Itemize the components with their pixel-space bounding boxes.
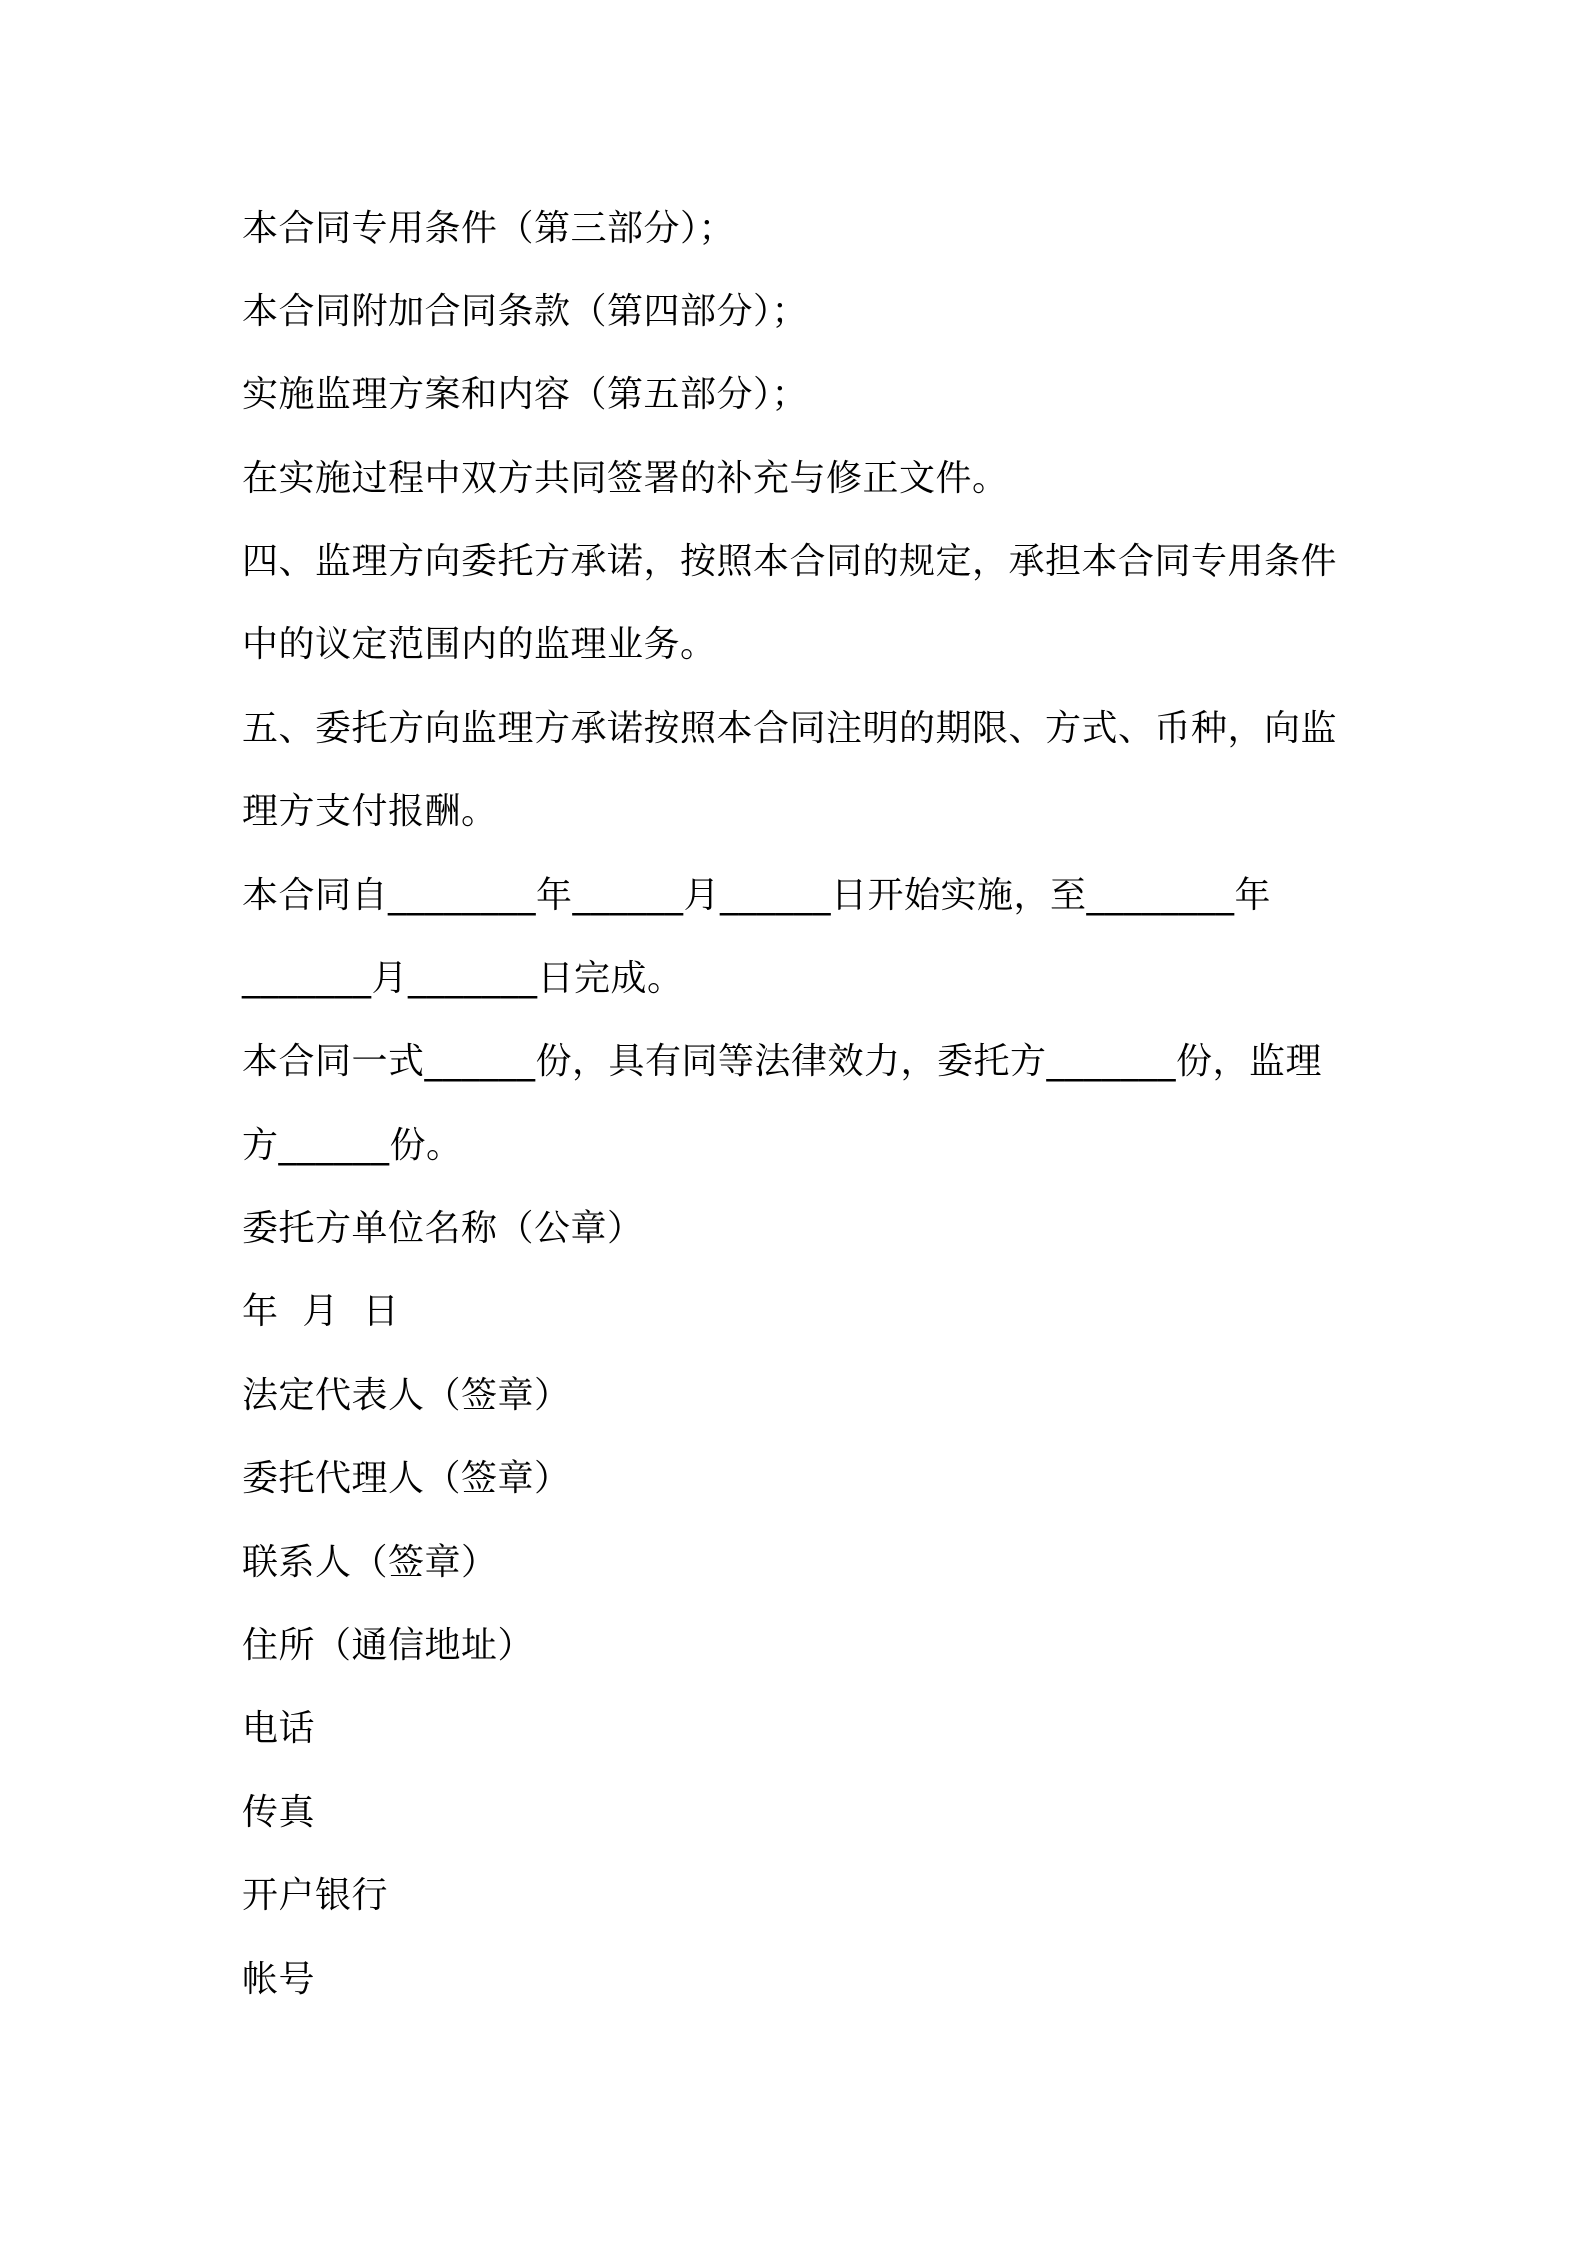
copies-line-2: 方______份。	[242, 1125, 463, 1166]
phone-label: 电话	[242, 1708, 316, 1749]
text-line-supplementary-docs: 在实施过程中双方共同签署的补充与修正文件。	[242, 458, 1009, 499]
contract-period-line-2: _______月_______日完成。	[242, 958, 684, 999]
clause-five-line-2: 理方支付报酬。	[242, 791, 498, 832]
date-label: 年 月 日	[242, 1291, 400, 1332]
authorized-agent-label: 委托代理人（签章）	[242, 1458, 571, 1499]
address-label: 住所（通信地址）	[242, 1625, 535, 1666]
text-line-special-conditions: 本合同专用条件（第三部分）；	[242, 208, 736, 249]
clause-four-line-2: 中的议定范围内的监理业务。	[242, 624, 717, 665]
copies-line-1: 本合同一式______份，具有同等法律效力，委托方_______份，监理	[242, 1041, 1323, 1082]
legal-rep-label: 法定代表人（签章）	[242, 1375, 571, 1416]
fax-label: 传真	[242, 1792, 316, 1833]
client-name-seal-label: 委托方单位名称（公章）	[242, 1208, 644, 1249]
bank-label: 开户银行	[242, 1875, 389, 1916]
clause-four-line-1: 四、监理方向委托方承诺，按照本合同的规定，承担本合同专用条件	[242, 541, 1338, 582]
contract-period-line-1: 本合同自________年______月______日开始实施，至________年	[242, 875, 1272, 916]
text-line-supervision-plan: 实施监理方案和内容（第五部分）；	[242, 374, 809, 415]
contact-person-label: 联系人（签章）	[242, 1542, 498, 1583]
clause-five-line-1: 五、委托方向监理方承诺按照本合同注明的期限、方式、币种，向监	[242, 708, 1338, 749]
account-number-label: 帐号	[242, 1959, 316, 2000]
text-line-additional-terms: 本合同附加合同条款（第四部分）；	[242, 291, 809, 332]
